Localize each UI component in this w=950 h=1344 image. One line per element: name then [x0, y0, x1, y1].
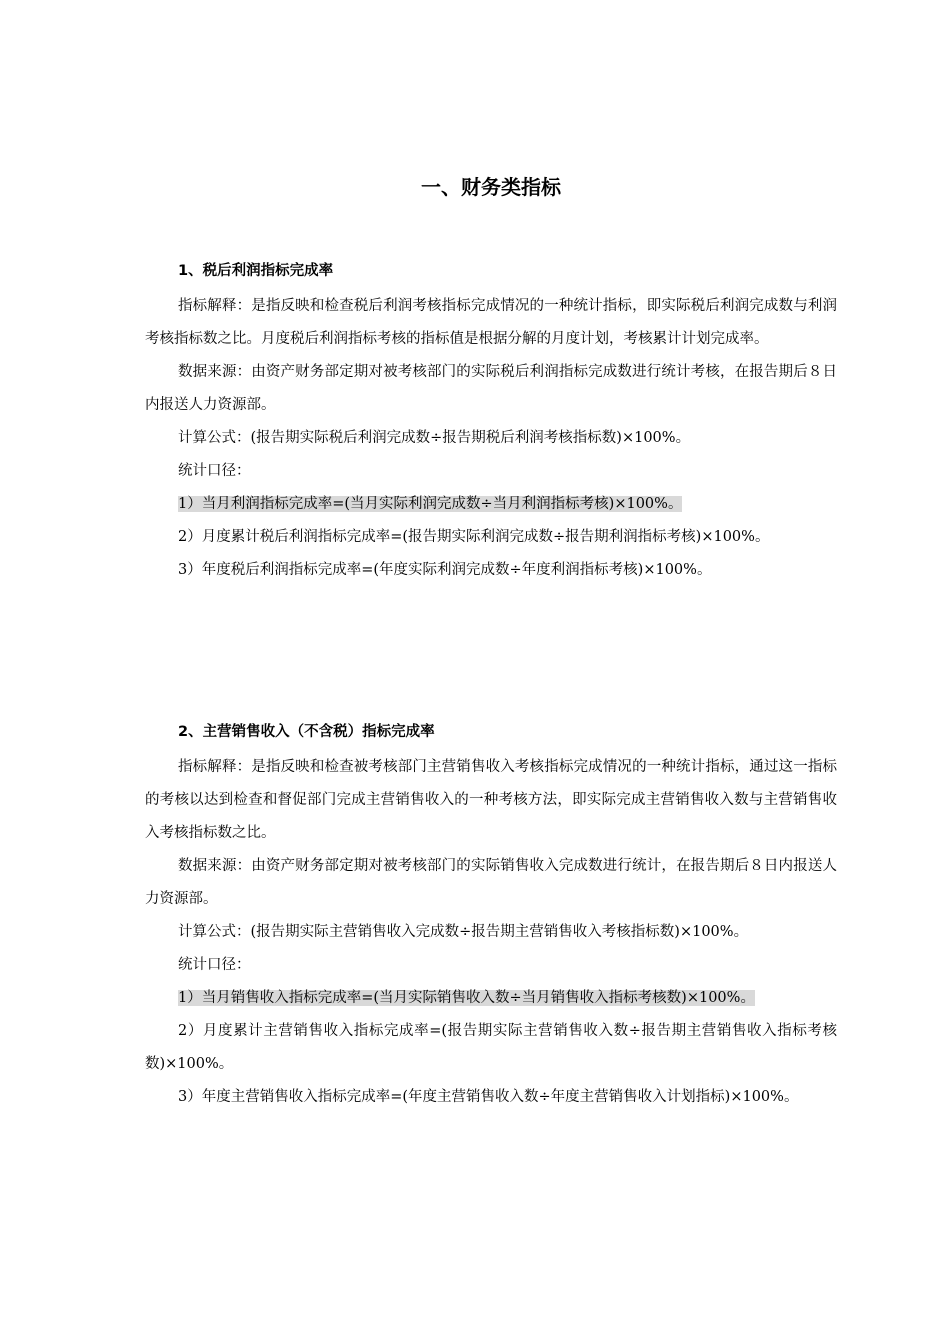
indicator-explanation: 指标解释：是指反映和检查被考核部门主营销售收入考核指标完成情况的一种统计指标，通过这一指标的考核以达到检查和督促部门完成主营销售收入的一种考核方法，即实际完成主营销售收入数与主营销售收入考核指标数之比。	[145, 759, 837, 841]
data-source: 数据来源：由资产财务部定期对被考核部门的实际销售收入完成数进行统计，在报告期后８日内报送人力资源部。	[145, 858, 837, 907]
section-profit-after-tax	[145, 258, 837, 587]
scope-item: 2）月度累计主营销售收入指标完成率=(报告期实际主营销售收入数÷报告期主营销售收入指标考核数)×100%。	[145, 1023, 837, 1072]
page-title: 一、财务类指标	[421, 175, 561, 199]
section-heading: 1、税后利润指标完成率	[178, 263, 334, 279]
scope-label: 统计口径：	[178, 463, 251, 479]
highlighted-text: 1）当月利润指标完成率=(当月实际利润完成数÷当月利润指标考核)×100%。	[178, 496, 683, 512]
scope-item: 3）年度税后利润指标完成率=(年度实际利润完成数÷年度利润指标考核)×100%。	[178, 562, 712, 578]
scope-item	[145, 488, 837, 521]
indicator-explanation: 指标解释：是指反映和检查税后利润考核指标完成情况的一种统计指标，即实际税后利润完成数与利润考核指标数之比。月度税后利润指标考核的指标值是根据分解的月度计划，考核累计计划完成率。	[145, 298, 837, 347]
scope-item: 2）月度累计税后利润指标完成率=(报告期实际利润完成数÷报告期利润指标考核)×100%。	[178, 529, 770, 545]
scope-item: 3）年度主营销售收入指标完成率=(年度主营销售收入数÷年度主营销售收入计划指标)×100%。	[178, 1089, 799, 1105]
calculation-formula: 计算公式：(报告期实际税后利润完成数÷报告期税后利润考核指标数)×100%。	[178, 430, 691, 446]
scope-item	[145, 982, 837, 1015]
data-source: 数据来源：由资产财务部定期对被考核部门的实际税后利润指标完成数进行统计考核，在报告期后８日内报送人力资源部。	[145, 364, 837, 413]
scope-label: 统计口径：	[178, 957, 251, 973]
section-heading: 2、主营销售收入（不含税）指标完成率	[178, 724, 435, 740]
calculation-formula: 计算公式：(报告期实际主营销售收入完成数÷报告期主营销售收入考核指标数)×100%。	[178, 924, 749, 940]
section-main-sales-revenue	[145, 719, 837, 1114]
highlighted-text: 1）当月销售收入指标完成率=(当月实际销售收入数÷当月销售收入指标考核数)×100%。	[178, 990, 755, 1006]
